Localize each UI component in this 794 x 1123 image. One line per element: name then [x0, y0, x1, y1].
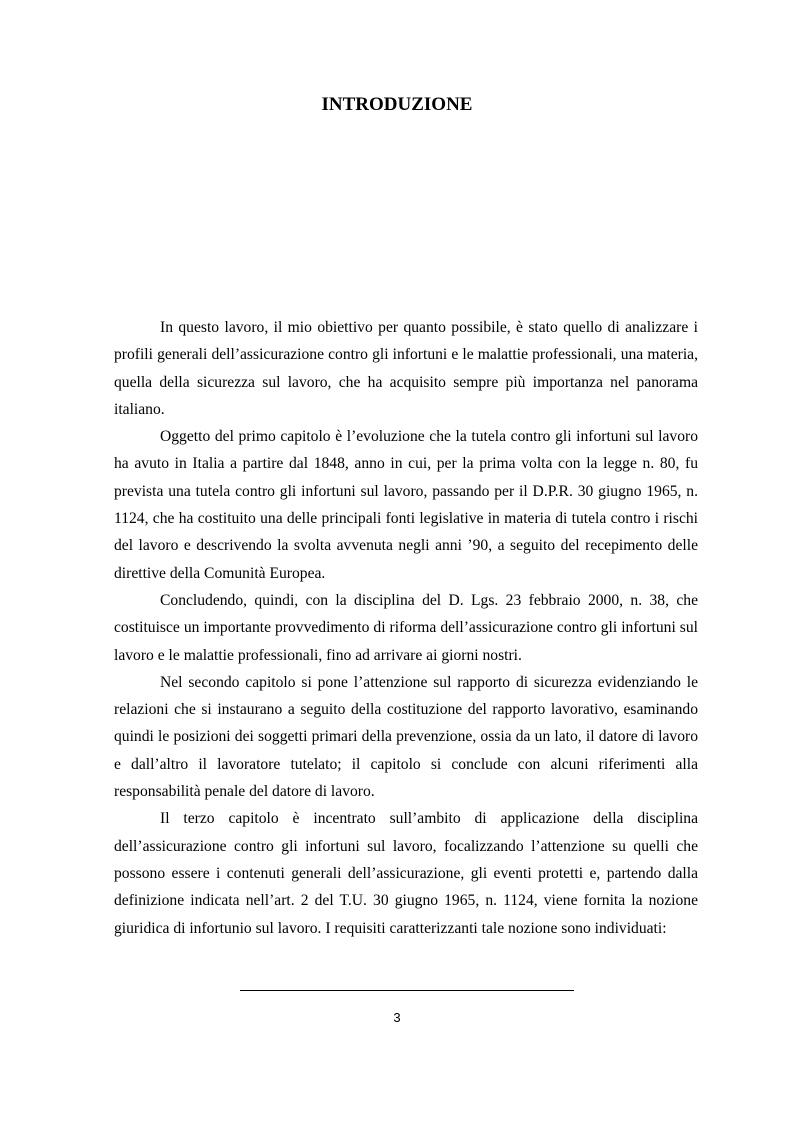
page-title: INTRODUZIONE [321, 94, 473, 115]
paragraph-5: Il terzo capitolo è incentrato sull’ambito di applicazione della disciplina dell’assicurazione contro gli infortuni sul lavoro, focalizzando l’attenzione su quelli che possono essere i contenuti generali dell’assicurazione, gli eventi protetti e, partendo dalla definizione indicata nell’art. 2 del T.U. 30 giugno 1965, n. 1124, viene fornita la nozione giuridica di infortunio sul lavoro. I requisiti caratterizzanti tale nozione sono individuati: [114, 810, 698, 937]
page-number: 3 [393, 1010, 401, 1025]
paragraph-4: Nel secondo capitolo si pone l’attenzione sul rapporto di sicurezza evidenziando le relazioni che si instaurano a seguito della costituzione del rapporto lavorativo, esaminando quindi le posizioni dei soggetti primari della prevenzione, ossia da un lato, il datore di lavoro e dall’altro il lavoratore tutelato; il capitolo si conclude con alcuni riferimenti alla responsabilità penale del datore di lavoro. [114, 673, 698, 801]
footer-divider [240, 990, 574, 991]
paragraph-1: In questo lavoro, il mio obiettivo per quanto possibile, è stato quello di analizzare i profili generali dell’assicurazione contro gli infortuni e le malattie professionali, una materia, quella della sicurezza sul lavoro, che ha acquisito sempre più importanza nel panorama italiano. [114, 319, 698, 418]
paragraph-2: Oggetto del primo capitolo è l’evoluzione che la tutela contro gli infortuni sul lavoro ha avuto in Italia a partire dal 1848, anno in cui, per la prima volta con la legge n. 80, fu prevista una tutela contro gli infortuni sul lavoro, passando per il D.P.R. 30 giugno 1965, n. 1124, che ha costituito una delle principali fonti legislative in materia di tutela contro i rischi del lavoro e descrivendo la svolta avvenuta negli anni ’90, a seguito del recepimento delle direttive della Comunità Europea. [114, 428, 698, 582]
body-text [114, 314, 698, 942]
paragraph-3: Concludendo, quindi, con la disciplina del D. Lgs. 23 febbraio 2000, n. 38, che costituisce un importante provvedimento di riforma dell’assicurazione contro gli infortuni sul lavoro e le malattie professionali, fino ad arrivare ai giorni nostri. [114, 591, 698, 664]
